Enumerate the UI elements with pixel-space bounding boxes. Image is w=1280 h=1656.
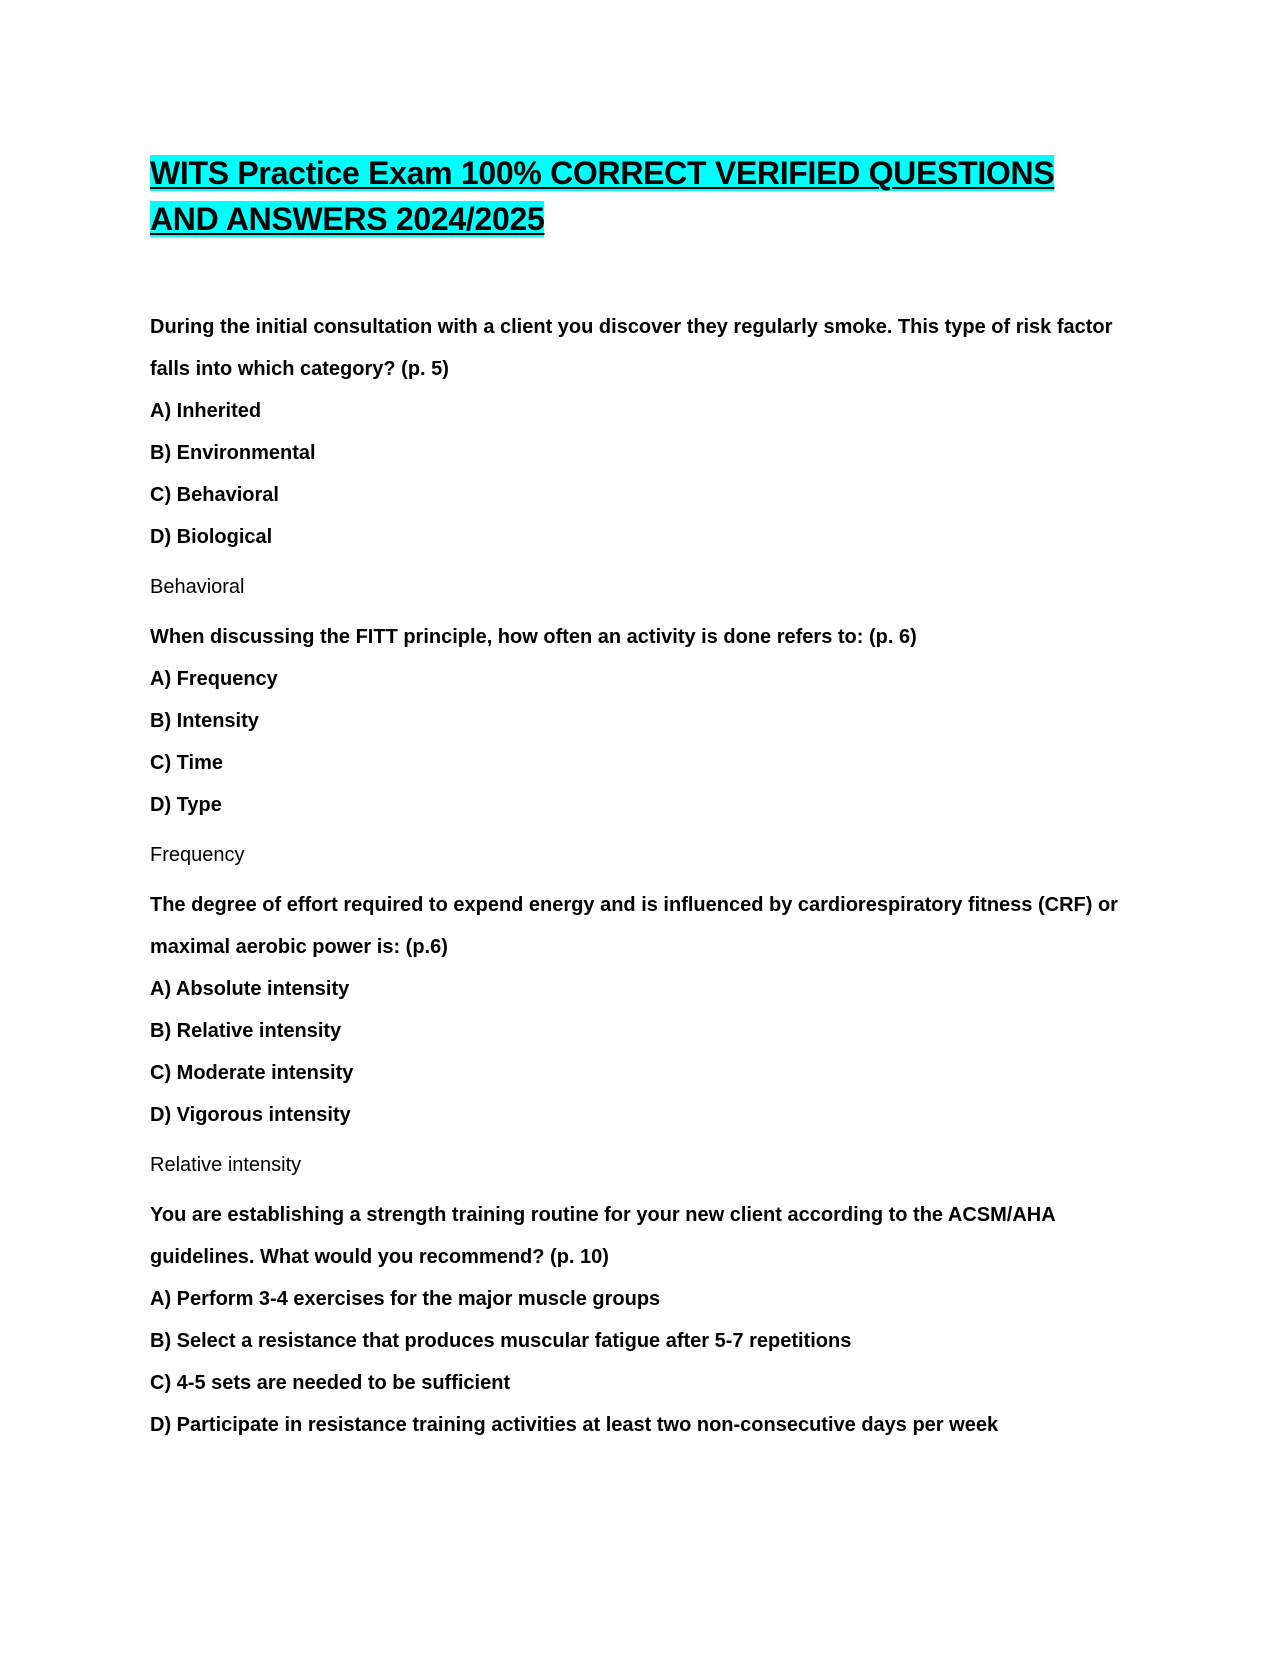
question-3	[150, 884, 1130, 1180]
option-list	[150, 658, 1130, 826]
document-page	[150, 150, 1130, 1446]
document-title	[150, 150, 1130, 242]
answer-text: Behavioral	[150, 576, 245, 598]
question-2	[150, 616, 1130, 870]
option-d: D) Vigorous intensity	[150, 1104, 351, 1126]
question-list	[150, 306, 1130, 1446]
option-a: A) Inherited	[150, 400, 262, 422]
question-1	[150, 306, 1130, 602]
option-b: B) Relative intensity	[150, 1020, 342, 1042]
option-d: D) Biological	[150, 526, 273, 548]
option-a: A) Frequency	[150, 668, 278, 690]
option-b: B) Environmental	[150, 442, 316, 464]
question-text: The degree of effort required to expend energy and is influenced by cardiorespiratory fitness (CRF) or maximal aerobic power is: (p.6)	[150, 894, 1118, 958]
option-b: B) Intensity	[150, 710, 259, 732]
option-d: D) Type	[150, 794, 222, 816]
option-b: B) Select a resistance that produces muscular fatigue after 5-7 repetitions	[150, 1330, 852, 1352]
option-d: D) Participate in resistance training activities at least two non-consecutive days per week	[150, 1414, 999, 1436]
question-text: During the initial consultation with a client you discover they regularly smoke. This type of risk factor falls into which category? (p. 5)	[150, 316, 1113, 380]
question-4	[150, 1194, 1130, 1446]
answer-text: Relative intensity	[150, 1154, 302, 1176]
option-list	[150, 968, 1130, 1136]
option-list	[150, 1278, 1130, 1446]
answer-text: Frequency	[150, 844, 245, 866]
question-text: When discussing the FITT principle, how often an activity is done refers to: (p. 6)	[150, 626, 917, 648]
option-c: C) Moderate intensity	[150, 1062, 354, 1084]
document-title-text: WITS Practice Exam 100% CORRECT VERIFIED QUESTIONS AND ANSWERS 2024/2025	[150, 155, 1055, 237]
option-a: A) Absolute intensity	[150, 978, 350, 1000]
option-c: C) 4-5 sets are needed to be sufficient	[150, 1372, 511, 1394]
question-text: You are establishing a strength training routine for your new client according to the ACSM/AHA guidelines. What would you recommend? (p. 10)	[150, 1204, 1055, 1268]
option-list	[150, 390, 1130, 558]
option-c: C) Behavioral	[150, 484, 279, 506]
option-a: A) Perform 3-4 exercises for the major muscle groups	[150, 1288, 661, 1310]
option-c: C) Time	[150, 752, 223, 774]
